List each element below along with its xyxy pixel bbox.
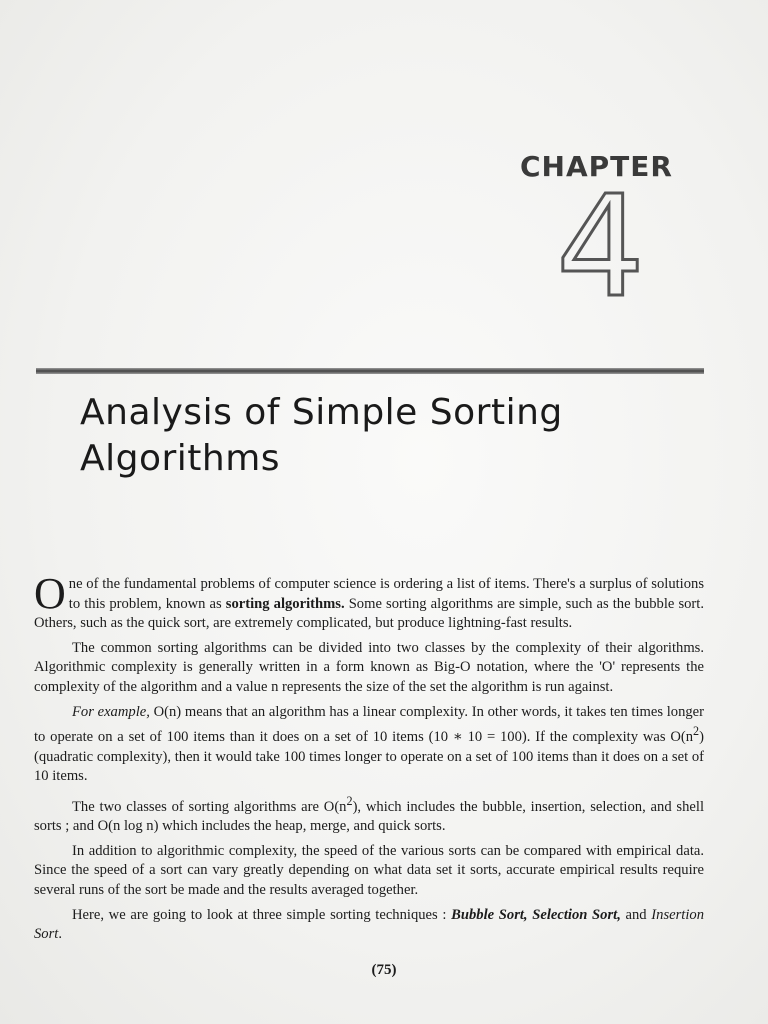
paragraph-techniques xyxy=(34,906,704,945)
drop-cap: O xyxy=(34,569,66,618)
paragraph-example-sup: 2 xyxy=(693,724,700,739)
chapter-title xyxy=(80,390,700,482)
chapter-label: CHAPTER xyxy=(520,150,673,183)
chapter-divider-rule xyxy=(36,368,704,374)
paragraph-two-classes-sup: 2 xyxy=(346,793,353,808)
paragraph-example-text-1: O(n) means that an algorithm has a linear complexity. In other words, it takes ten times longer to operate on a set of 100 items than it does on a set of 10 items (10 ∗ 10 = 100). If the complexity was O(n xyxy=(34,703,704,746)
paragraph-techniques-bold-italic: Bubble Sort, Selection Sort, xyxy=(451,906,621,923)
paragraph-two-classes-text-2: ), which includes the bubble, insertion, selection, and shell sorts ; and O(n log n) which includes the heap, merge, and quick sorts. xyxy=(34,798,704,835)
paragraph-techniques-italic: Insertion Sort xyxy=(34,906,704,943)
paragraph-intro-bold: sorting algorithms. xyxy=(225,595,345,612)
paragraph-example xyxy=(34,703,704,787)
chapter-number: 4 xyxy=(556,166,646,329)
paragraph-techniques-text-2: and xyxy=(620,906,652,923)
chapter-title-line-1: Analysis of Simple Sorting xyxy=(80,392,563,433)
paragraph-classes: The common sorting algorithms can be divided into two classes by the complexity of their algorithms. Algorithmic complexity is generally written in a form known as Big-O notation, where the 'O' represents the complexity of the algorithm and a value n represents the size of the set the algorithm is run against. xyxy=(34,639,704,695)
paragraph-intro-text-1: ne of the fundamental problems of computer science is ordering a list of items. There's a surplus of solutions to this problem, known as xyxy=(68,576,704,612)
chapter-title-line-2: Algorithms xyxy=(80,438,281,479)
paragraph-empirical: In addition to algorithmic complexity, the speed of the various sorts can be compared with empirical data. Since the speed of a sort can vary greatly depending on what data set it sorts, accurate empirical results require several runs of the sort be made and the results averaged together. xyxy=(34,842,704,899)
paragraph-techniques-text-3: . xyxy=(58,926,62,943)
paragraph-two-classes xyxy=(34,792,704,837)
body-text xyxy=(34,569,704,950)
paragraph-two-classes-text-1: The two classes of sorting algorithms are O(n xyxy=(72,798,347,815)
paragraph-intro-text-2: Some sorting algorithms are simple, such as the bubble sort. Others, such as the quick sort, are extremely complicated, but produce lightning-fast results. xyxy=(34,595,704,632)
page-number: (75) xyxy=(371,962,397,978)
paragraph-intro xyxy=(34,569,704,634)
paragraph-example-text-2: ) (quadratic complexity), then it would take 100 times longer to operate on a set of 100 items than it does on a set of 10 items. xyxy=(34,729,704,785)
paragraph-techniques-text-1: Here, we are going to look at three simple sorting techniques : xyxy=(72,906,452,923)
paragraph-example-italic: For example, xyxy=(72,703,150,720)
